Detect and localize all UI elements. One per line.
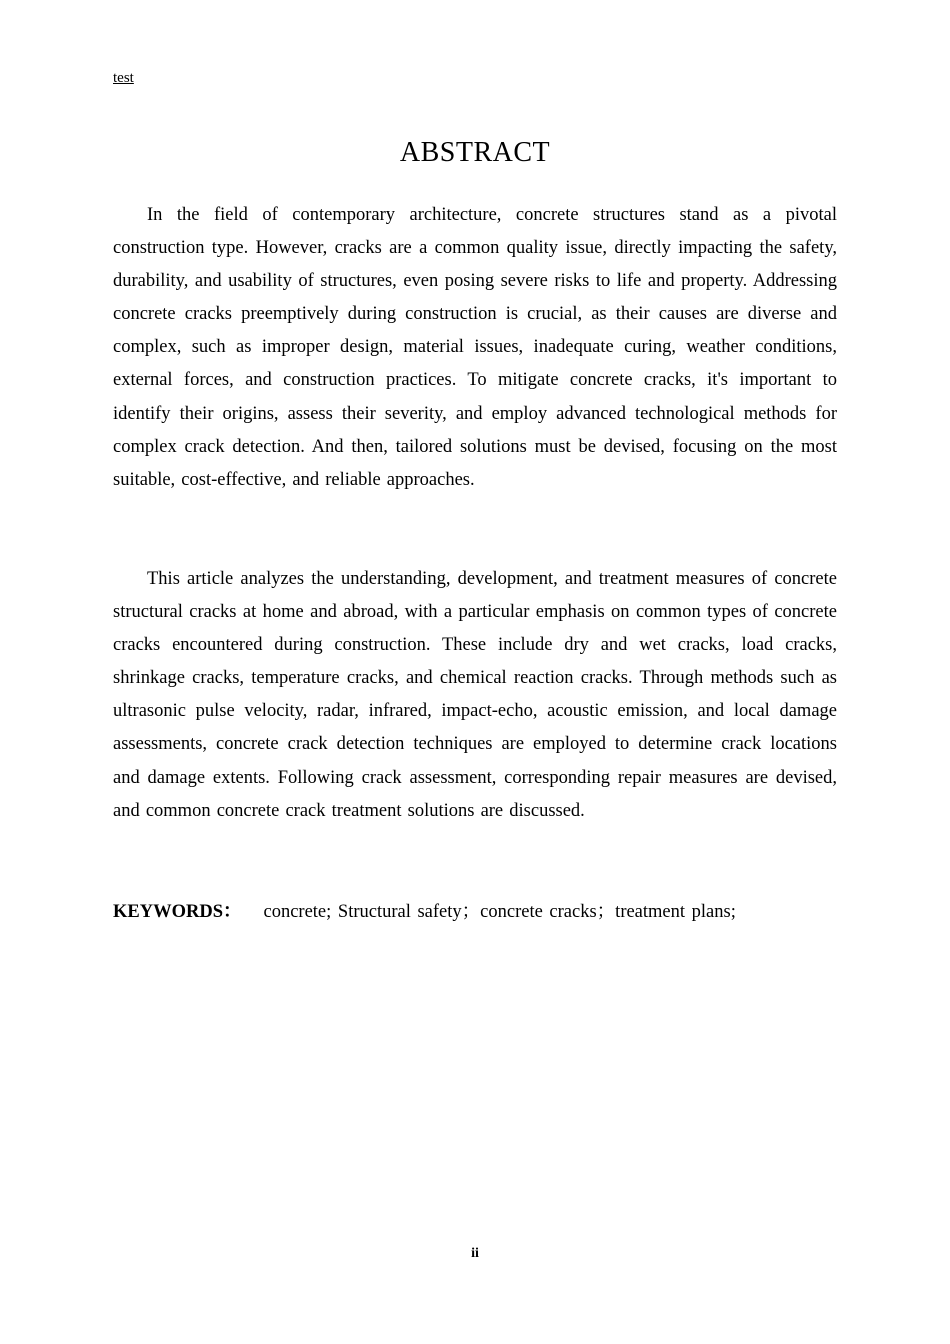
abstract-paragraph-2: This article analyzes the understanding, development, and treatment measures of concrete structural cracks at home and abroad, with a particular emphasis on common types of concrete cracks encountered during construction. These include dry and wet cracks, load cracks, shrinkage cracks, temperature cracks, and chemical reaction cracks. Through methods such as ultrasonic pulse velocity, radar, infrared, impact-echo, acoustic emission, and local damage assessments, concrete crack detection techniques are employed to determine crack locations and damage extents. Following crack assessment, corresponding repair measures are devised, and common concrete crack treatment solutions are discussed. xyxy=(113,569,837,821)
abstract-paragraph-1: In the field of contemporary architecture, concrete structures stand as a pivotal construction type. However, cracks are a common quality issue, directly impacting the safety, durability, and usability of structures, even posing severe risks to life and property. Addressing concrete cracks preemptively during construction is crucial, as their causes are diverse and complex, such as improper design, material issues, inadequate curing, weather conditions, external forces, and construction practices. To mitigate concrete cracks, it's important to identify their origins, assess their severity, and employ advanced technological methods for complex crack detection. And then, tailored solutions must be devised, focusing on the most suitable, cost-effective, and reliable approaches. xyxy=(113,205,837,490)
keywords-label: KEYWORDS： xyxy=(113,902,242,922)
header-link[interactable]: test xyxy=(113,70,134,86)
page-number: ii xyxy=(471,1246,479,1261)
keywords-text: concrete; Structural safety；concrete cracks；treatment plans; xyxy=(263,902,736,922)
abstract-title: ABSTRACT xyxy=(399,137,551,168)
keywords-line xyxy=(113,898,837,926)
